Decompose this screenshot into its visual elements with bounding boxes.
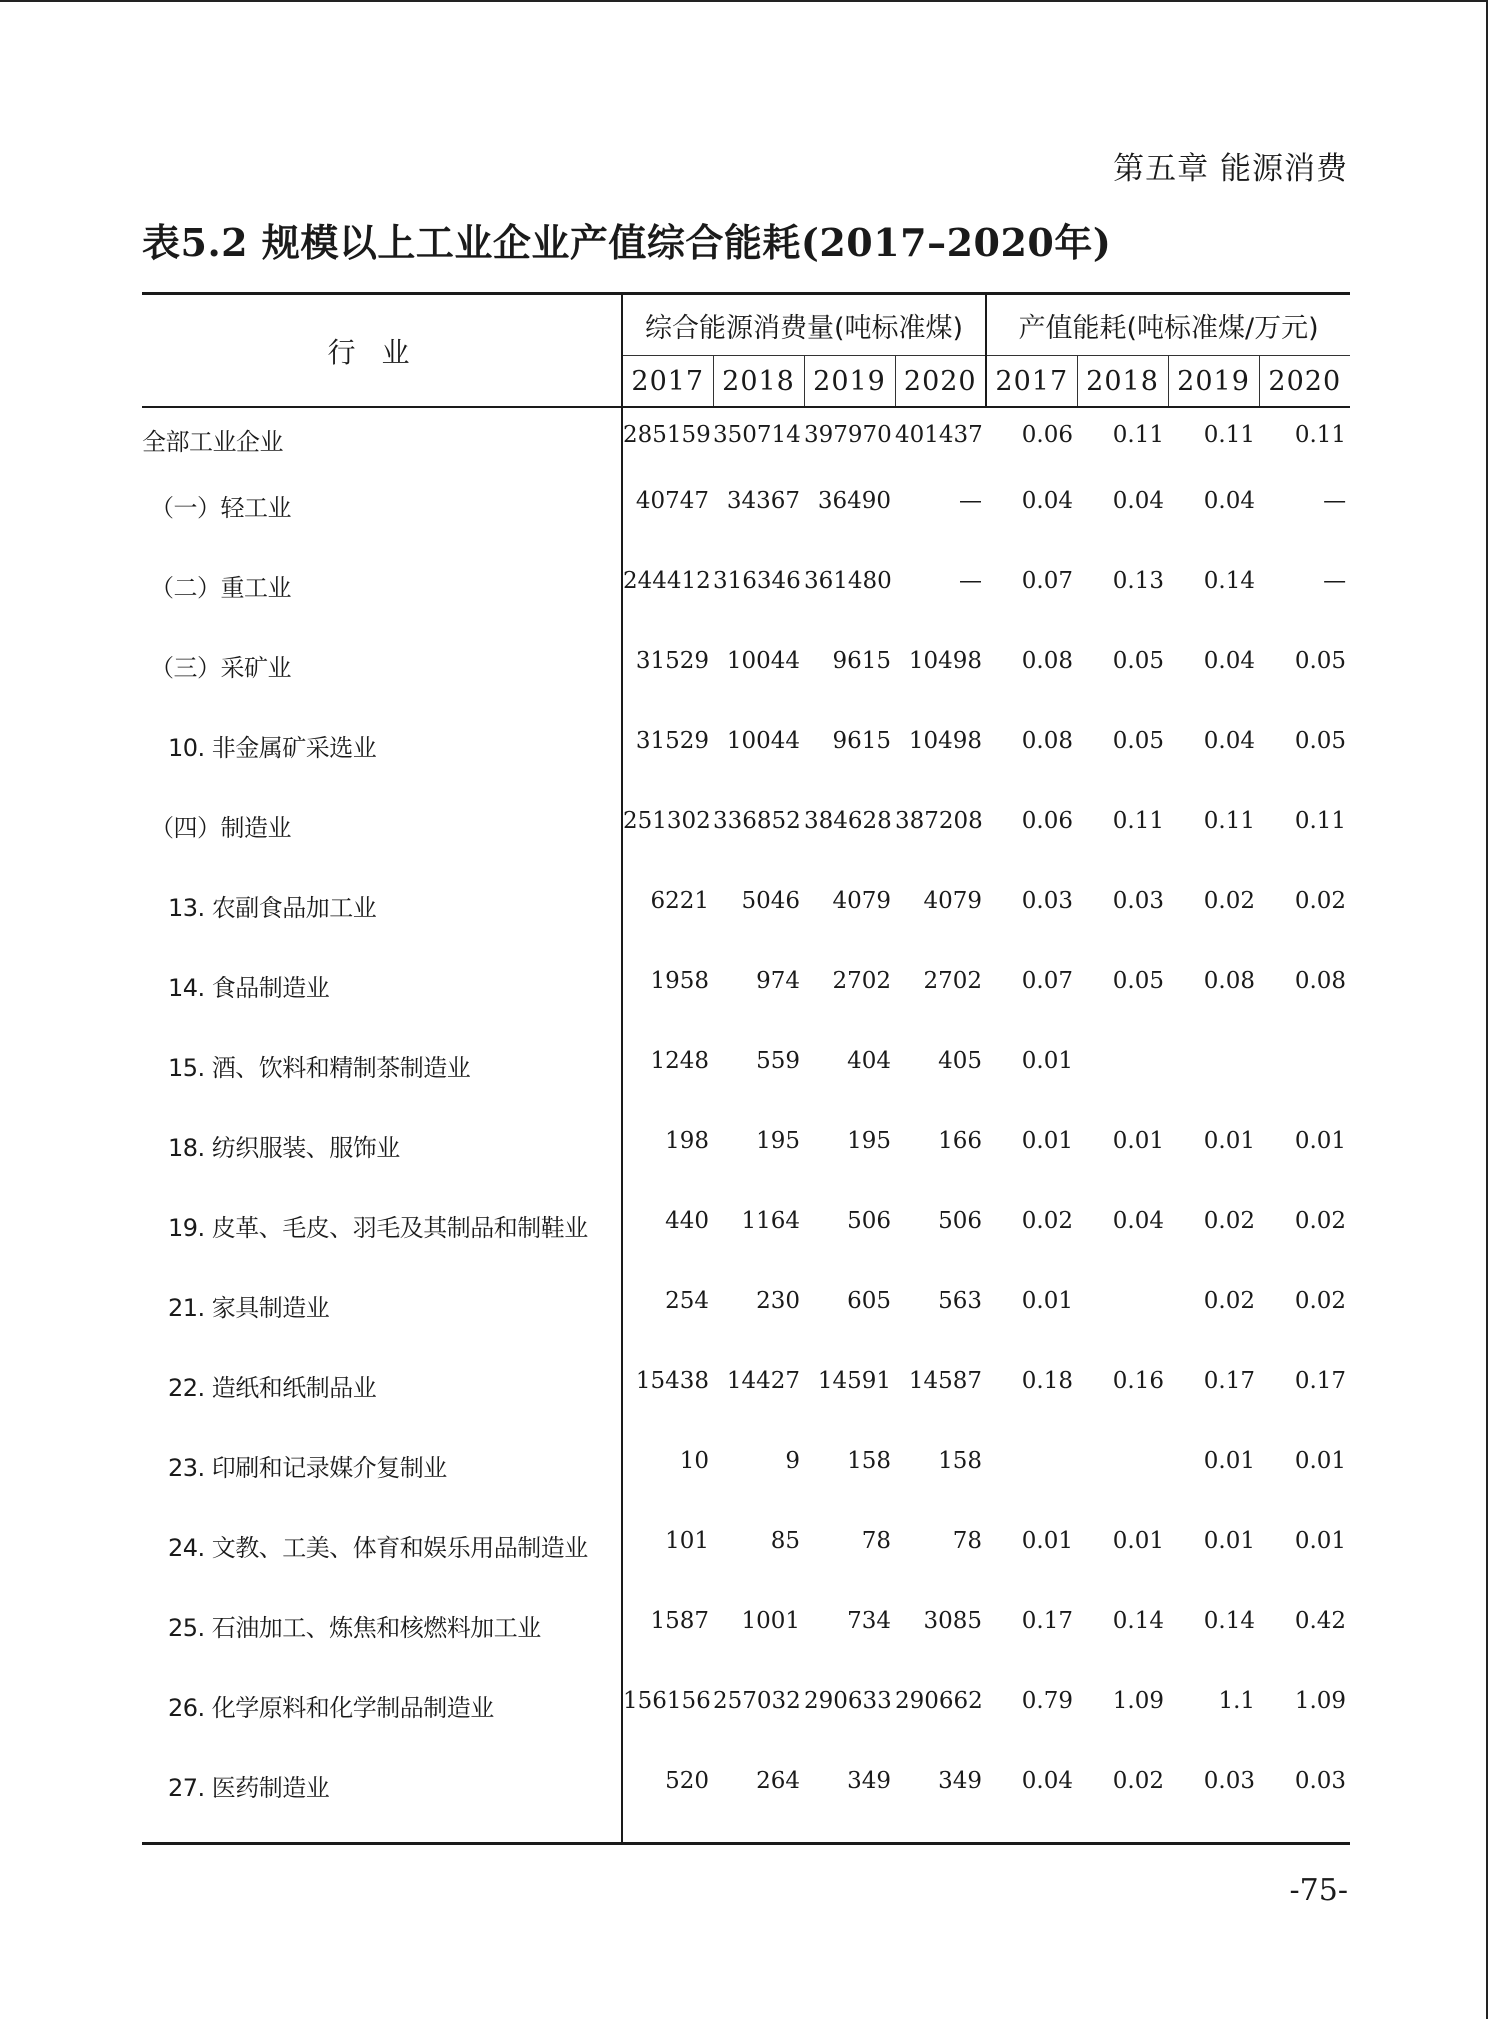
energy-consumption-cell: 506 xyxy=(938,1208,983,1234)
energy-intensity-cell: 0.07 xyxy=(1021,568,1074,594)
table-body xyxy=(142,407,1350,1844)
energy-intensity-cell: 0.01 xyxy=(1294,1528,1347,1554)
energy-intensity-cell xyxy=(1168,1048,1259,1128)
energy-intensity-cell xyxy=(1077,1048,1168,1128)
energy-consumption-cell: 316346 xyxy=(713,568,801,594)
energy-intensity-cell xyxy=(1077,1448,1168,1528)
energy-consumption-cell: 40747 xyxy=(635,488,709,514)
industry-name-cell: 18. 纺织服装、服饰业 xyxy=(142,1128,622,1208)
industry-name-cell: （二）重工业 xyxy=(142,568,622,648)
energy-intensity-cell: 0.08 xyxy=(1021,648,1074,674)
energy-consumption-cell: 78 xyxy=(861,1528,891,1554)
energy-intensity-cell: 0.02 xyxy=(1294,888,1347,914)
energy-consumption-cell: 10 xyxy=(679,1448,709,1474)
energy-intensity-cell: 0.04 xyxy=(1203,728,1256,754)
energy-intensity-cell xyxy=(1077,1288,1168,1368)
energy-consumption-cell: 559 xyxy=(756,1048,800,1074)
table-row xyxy=(142,1128,1350,1208)
energy-intensity-cell: 0.14 xyxy=(1203,568,1256,594)
industry-name-cell: 24. 文教、工美、体育和娱乐用品制造业 xyxy=(142,1528,622,1608)
table-row xyxy=(142,888,1350,968)
energy-table-container xyxy=(142,292,1348,1845)
energy-consumption-cell: 361480 xyxy=(804,568,892,594)
energy-consumption-cell: 15438 xyxy=(635,1368,709,1394)
energy-consumption-cell: 14427 xyxy=(726,1368,800,1394)
energy-intensity-cell: 0.06 xyxy=(1021,422,1074,448)
year-header: 2018 xyxy=(713,356,804,408)
energy-consumption-cell: — xyxy=(959,568,983,594)
industry-name-cell: （四）制造业 xyxy=(142,808,622,888)
energy-consumption-cell: 5046 xyxy=(741,888,800,914)
energy-consumption-cell: 405 xyxy=(938,1048,983,1074)
energy-consumption-cell: 290633 xyxy=(804,1688,892,1714)
energy-intensity-cell: 0.42 xyxy=(1294,1608,1347,1634)
energy-intensity-cell: 0.03 xyxy=(1168,1768,1259,1844)
energy-consumption-cell: 605 xyxy=(847,1288,891,1314)
energy-intensity-cell: 0.01 xyxy=(1112,1128,1165,1154)
energy-intensity-cell: 0.01 xyxy=(1294,1448,1347,1474)
table-row xyxy=(142,648,1350,728)
energy-consumption-cell: 336852 xyxy=(713,808,801,834)
energy-intensity-cell: 0.05 xyxy=(1112,648,1165,674)
table-row xyxy=(142,407,1350,488)
year-header: 2017 xyxy=(986,356,1077,408)
industry-name-cell: 14. 食品制造业 xyxy=(142,968,622,1048)
energy-consumption-group-header: 综合能源消费量(吨标准煤) xyxy=(622,294,986,356)
energy-intensity-cell: 0.07 xyxy=(1021,968,1074,994)
energy-intensity-cell: 0.01 xyxy=(1021,1128,1074,1154)
year-header: 2020 xyxy=(1259,356,1350,408)
energy-consumption-cell: 10498 xyxy=(908,648,983,674)
energy-intensity-cell: 0.01 xyxy=(1203,1528,1256,1554)
energy-consumption-cell: 734 xyxy=(847,1608,891,1634)
energy-consumption-cell: 158 xyxy=(847,1448,891,1474)
energy-consumption-cell: 9615 xyxy=(832,728,891,754)
energy-consumption-cell: 166 xyxy=(938,1128,983,1154)
energy-consumption-cell: 397970 xyxy=(804,422,892,448)
energy-intensity-cell: 0.16 xyxy=(1112,1368,1165,1394)
energy-consumption-cell: 1958 xyxy=(650,968,709,994)
energy-intensity-cell: 0.05 xyxy=(1294,728,1347,754)
energy-intensity-cell: 0.14 xyxy=(1203,1608,1256,1634)
industry-name-cell: 23. 印刷和记录媒介复制业 xyxy=(142,1448,622,1528)
energy-consumption-cell: 10044 xyxy=(726,728,800,754)
energy-consumption-cell: 230 xyxy=(756,1288,800,1314)
energy-consumption-cell: 14587 xyxy=(908,1368,983,1394)
energy-consumption-cell: 14591 xyxy=(817,1368,891,1394)
industry-name-cell: 22. 造纸和纸制品业 xyxy=(142,1368,622,1448)
industry-name-cell: （一）轻工业 xyxy=(142,488,622,568)
table-row xyxy=(142,1208,1350,1288)
energy-intensity-group-header: 产值能耗(吨标准煤/万元) xyxy=(986,294,1350,356)
energy-intensity-cell: 1.09 xyxy=(1294,1688,1347,1714)
year-header: 2019 xyxy=(1168,356,1259,408)
energy-intensity-cell: 0.01 xyxy=(1203,1128,1256,1154)
energy-intensity-cell: 0.05 xyxy=(1294,648,1347,674)
energy-intensity-cell: 0.01 xyxy=(1021,1288,1074,1314)
energy-intensity-cell: 0.11 xyxy=(1112,808,1165,834)
energy-intensity-cell xyxy=(1259,1048,1350,1128)
energy-consumption-cell: 387208 xyxy=(895,808,983,834)
industry-name-cell: 25. 石油加工、炼焦和核燃料加工业 xyxy=(142,1608,622,1688)
energy-intensity-cell: 0.04 xyxy=(1203,488,1256,514)
energy-intensity-cell: 0.17 xyxy=(1021,1608,1074,1634)
energy-intensity-cell: 0.18 xyxy=(1021,1368,1074,1394)
page-top-border xyxy=(0,0,1488,2)
energy-consumption-cell: 349 xyxy=(804,1768,895,1844)
industry-name-cell: （三）采矿业 xyxy=(142,648,622,728)
energy-consumption-cell: 244412 xyxy=(623,568,711,594)
energy-intensity-cell: 0.02 xyxy=(1203,1288,1256,1314)
table-row xyxy=(142,488,1350,568)
industry-name-cell: 21. 家具制造业 xyxy=(142,1288,622,1368)
energy-consumption-cell: 198 xyxy=(665,1128,709,1154)
energy-consumption-table xyxy=(142,292,1350,1845)
energy-intensity-cell: 0.01 xyxy=(1294,1128,1347,1154)
energy-consumption-cell: 2702 xyxy=(832,968,891,994)
energy-intensity-cell: 0.14 xyxy=(1112,1608,1165,1634)
year-header: 2019 xyxy=(804,356,895,408)
energy-consumption-cell: 285159 xyxy=(623,422,711,448)
table-row xyxy=(142,728,1350,808)
energy-consumption-cell: 2702 xyxy=(923,968,983,994)
table-row xyxy=(142,1288,1350,1368)
energy-consumption-cell: 563 xyxy=(938,1288,983,1314)
energy-intensity-cell: 0.03 xyxy=(1112,888,1165,914)
energy-consumption-cell: 401437 xyxy=(895,422,983,448)
table-row xyxy=(142,568,1350,648)
energy-intensity-cell: 0.01 xyxy=(1021,1528,1074,1554)
chapter-header: 第五章 能源消费 xyxy=(1113,151,1348,187)
table-row xyxy=(142,1768,1350,1844)
energy-intensity-cell: 0.11 xyxy=(1112,422,1165,448)
industry-name-cell: 13. 农副食品加工业 xyxy=(142,888,622,968)
energy-consumption-cell: 78 xyxy=(952,1528,983,1554)
energy-consumption-cell: 251302 xyxy=(623,808,711,834)
energy-intensity-cell: 0.01 xyxy=(1021,1048,1074,1074)
table-row xyxy=(142,968,1350,1048)
energy-intensity-cell: 0.13 xyxy=(1112,568,1165,594)
energy-consumption-cell: 1248 xyxy=(650,1048,709,1074)
energy-intensity-cell: 0.02 xyxy=(1294,1288,1347,1314)
table-row xyxy=(142,1448,1350,1528)
energy-consumption-cell: 264 xyxy=(713,1768,804,1844)
energy-intensity-cell: 0.11 xyxy=(1294,808,1347,834)
energy-intensity-cell: — xyxy=(1323,488,1347,514)
energy-consumption-cell: 6221 xyxy=(650,888,709,914)
energy-consumption-cell: 3085 xyxy=(923,1608,983,1634)
energy-intensity-cell: 0.03 xyxy=(1021,888,1074,914)
energy-intensity-cell: 0.04 xyxy=(986,1768,1077,1844)
energy-consumption-cell: 350714 xyxy=(713,422,801,448)
table-row xyxy=(142,1048,1350,1128)
energy-intensity-cell: 0.08 xyxy=(1021,728,1074,754)
energy-consumption-cell: 1001 xyxy=(741,1608,800,1634)
industry-name-cell: 27. 医药制造业 xyxy=(142,1768,622,1844)
energy-intensity-cell: 1.09 xyxy=(1112,1688,1165,1714)
energy-intensity-cell: 0.05 xyxy=(1112,728,1165,754)
energy-intensity-cell: 0.02 xyxy=(1203,888,1256,914)
industry-name-cell: 全部工业企业 xyxy=(142,407,622,488)
energy-consumption-cell: — xyxy=(959,488,983,514)
energy-intensity-cell: 0.11 xyxy=(1294,422,1347,448)
industry-name-cell: 26. 化学原料和化学制品制造业 xyxy=(142,1688,622,1768)
table-row xyxy=(142,1688,1350,1768)
energy-intensity-cell: 0.04 xyxy=(1112,488,1165,514)
page-number: -75- xyxy=(1289,1873,1348,1908)
energy-intensity-cell: 0.01 xyxy=(1112,1528,1165,1554)
table-row xyxy=(142,1368,1350,1448)
energy-intensity-cell: 0.01 xyxy=(1203,1448,1256,1474)
year-header: 2018 xyxy=(1077,356,1168,408)
energy-consumption-cell: 404 xyxy=(847,1048,891,1074)
energy-intensity-cell: 0.08 xyxy=(1203,968,1256,994)
industry-name-cell: 19. 皮革、毛皮、羽毛及其制品和制鞋业 xyxy=(142,1208,622,1288)
energy-consumption-cell: 506 xyxy=(847,1208,891,1234)
energy-consumption-cell: 10044 xyxy=(726,648,800,674)
energy-consumption-cell: 4079 xyxy=(923,888,983,914)
energy-intensity-cell xyxy=(986,1448,1077,1528)
table-title: 表5.2 规模以上工业企业产值综合能耗(2017–2020年) xyxy=(142,220,1112,265)
industry-name-cell: 10. 非金属矿采选业 xyxy=(142,728,622,808)
energy-intensity-cell: 0.11 xyxy=(1203,422,1256,448)
table-row xyxy=(142,1528,1350,1608)
energy-consumption-cell: 36490 xyxy=(817,488,891,514)
energy-intensity-cell: 0.04 xyxy=(1112,1208,1165,1234)
energy-intensity-cell: 0.02 xyxy=(1021,1208,1074,1234)
energy-consumption-cell: 156156 xyxy=(623,1688,711,1714)
energy-consumption-cell: 31529 xyxy=(635,728,709,754)
energy-intensity-cell: 0.17 xyxy=(1294,1368,1347,1394)
energy-consumption-cell: 195 xyxy=(756,1128,800,1154)
table-row xyxy=(142,808,1350,888)
energy-consumption-cell: 1587 xyxy=(650,1608,709,1634)
energy-consumption-cell: 290662 xyxy=(895,1688,983,1714)
energy-intensity-cell: 0.17 xyxy=(1203,1368,1256,1394)
energy-consumption-cell: 1164 xyxy=(741,1208,800,1234)
energy-consumption-cell: 9 xyxy=(785,1448,800,1474)
energy-intensity-cell: 0.11 xyxy=(1203,808,1256,834)
industry-column-header: 行业 xyxy=(142,294,622,408)
energy-consumption-cell: 85 xyxy=(770,1528,800,1554)
energy-intensity-cell: 0.08 xyxy=(1294,968,1347,994)
energy-consumption-cell: 34367 xyxy=(726,488,800,514)
energy-consumption-cell: 520 xyxy=(622,1768,713,1844)
energy-intensity-cell: 0.02 xyxy=(1203,1208,1256,1234)
table-header xyxy=(142,294,1350,408)
energy-intensity-cell: — xyxy=(1323,568,1347,594)
energy-consumption-cell: 349 xyxy=(895,1768,986,1844)
energy-consumption-cell: 10498 xyxy=(908,728,983,754)
energy-intensity-cell: 0.04 xyxy=(1203,648,1256,674)
energy-consumption-cell: 4079 xyxy=(832,888,891,914)
industry-name-cell: 15. 酒、饮料和精制茶制造业 xyxy=(142,1048,622,1128)
energy-intensity-cell: 0.02 xyxy=(1077,1768,1168,1844)
energy-intensity-cell: 1.1 xyxy=(1218,1688,1256,1714)
energy-intensity-cell: 0.02 xyxy=(1294,1208,1347,1234)
energy-intensity-cell: 0.79 xyxy=(1021,1688,1074,1714)
energy-consumption-cell: 195 xyxy=(847,1128,891,1154)
energy-consumption-cell: 254 xyxy=(665,1288,709,1314)
energy-consumption-cell: 440 xyxy=(665,1208,709,1234)
energy-consumption-cell: 257032 xyxy=(713,1688,801,1714)
energy-intensity-cell: 0.06 xyxy=(1021,808,1074,834)
year-header: 2017 xyxy=(622,356,713,408)
year-header: 2020 xyxy=(895,356,986,408)
table-row xyxy=(142,1608,1350,1688)
energy-consumption-cell: 158 xyxy=(938,1448,983,1474)
energy-intensity-cell: 0.03 xyxy=(1259,1768,1350,1844)
energy-intensity-cell: 0.04 xyxy=(1021,488,1074,514)
energy-consumption-cell: 9615 xyxy=(832,648,891,674)
energy-intensity-cell: 0.05 xyxy=(1112,968,1165,994)
energy-consumption-cell: 101 xyxy=(665,1528,709,1554)
energy-consumption-cell: 384628 xyxy=(804,808,892,834)
energy-consumption-cell: 31529 xyxy=(635,648,709,674)
energy-consumption-cell: 974 xyxy=(756,968,800,994)
